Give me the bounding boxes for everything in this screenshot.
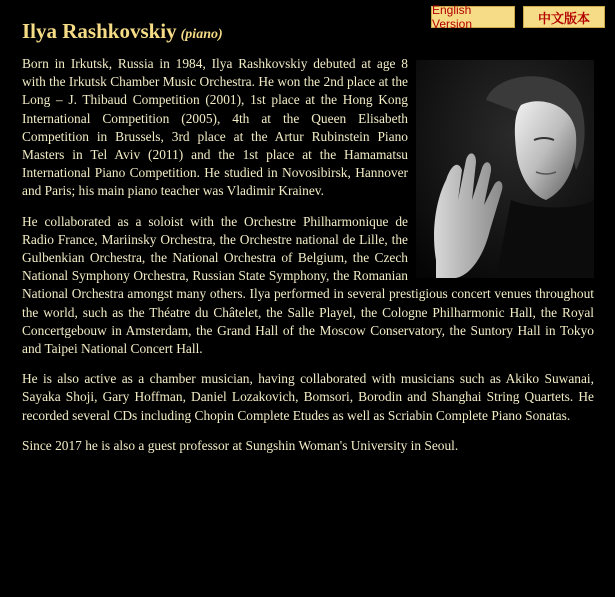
bio-text	[22, 55, 594, 467]
artist-title	[22, 19, 223, 44]
bio-paragraph: Born in Irkutsk, Russia in 1984, Ilya Rashkovskiy debuted at age 8 with the Irkutsk Chamber Music Orchestra. He won the 2nd place at the Long – J. Thibaud Competition (2001), 1st place at the Hong Kong International Competition (2005), 4th at the Queen Elisabeth Competition in Brussels, 3rd place at the Artur Rubinstein Piano Masters in Tel Aviv (2011) and the 1st place at the Hamamatsu International Piano Competition. He studied in Novosibirsk, Hannover and Paris; his main piano teacher was Vladimir Krainev.	[22, 56, 408, 199]
bio-paragraph: Since 2017 he is also a guest professor at Sungshin Woman's University in Seoul.	[22, 437, 459, 453]
artist-name: Ilya Rashkovskiy	[22, 19, 177, 43]
bio-paragraph: He is also active as a chamber musician, having collaborated with musicians such as Akiko Suwanai, Sayaka Shoji, Gary Hoffman, Daniel Lozakovich, Bomsori, Borodin and Shanghai String Quartets. He recorded several CDs including Chopin Complete Etudes as well as Scriabin Complete Piano Sonatas.	[22, 371, 594, 423]
english-version-button[interactable]: English Version	[431, 6, 515, 28]
bio-paragraph: He collaborated as a soloist with the Orchestre Philharmonique de Radio France, Mariinsky Orchestra, the Orchestre national de Lille, the Gulbenkian Orchestra, the National Orchestra of Belgium, the Czech National Symphony Orchestra, Russian State Symphony, the Romanian National Orchestra amongst many others. Ilya performed in several prestigious concert venues throughout the world, such as the Théatre du Châtelet, the Salle Playel, the Cologne Philharmonic Hall, the Royal Concertgebouw in Amsterdam, the Grand Hall of the Moscow Conservatory, the Suntory Hall in Tokyo and Taipei National Concert Hall.	[22, 213, 594, 357]
artist-role: (piano)	[180, 27, 223, 42]
chinese-version-button[interactable]: 中文版本	[523, 6, 605, 28]
